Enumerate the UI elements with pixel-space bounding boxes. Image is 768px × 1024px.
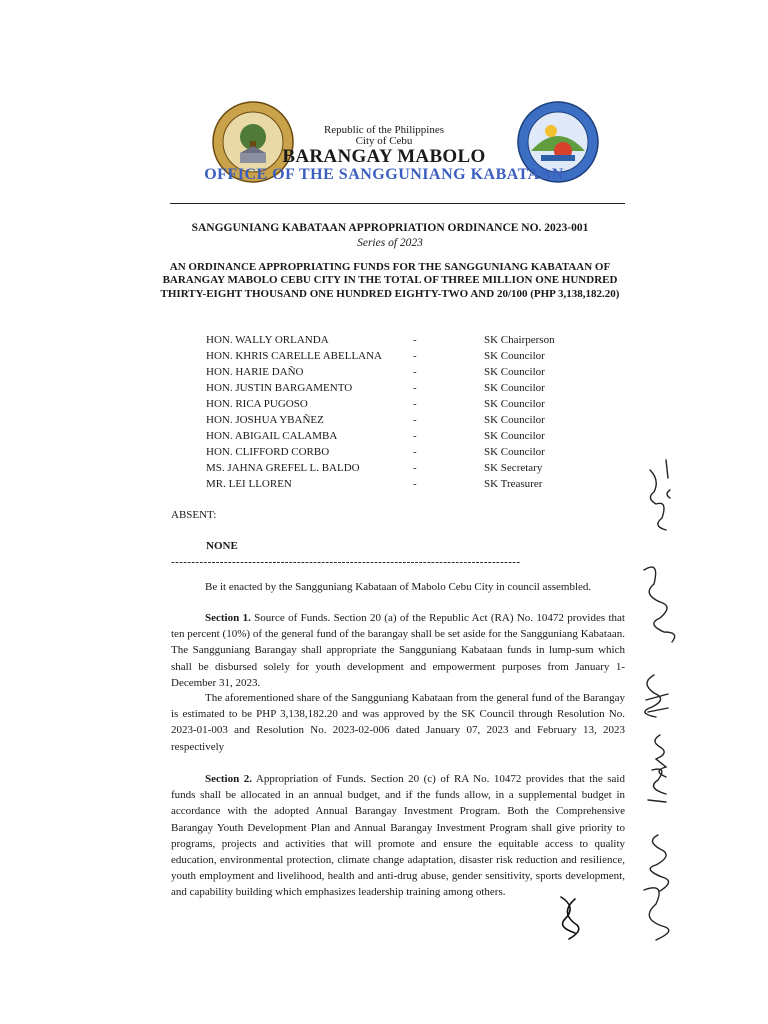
member-position: SK Chairperson	[484, 334, 555, 346]
member-dash: -	[413, 334, 417, 346]
member-position: SK Councilor	[484, 414, 545, 426]
member-dash: -	[413, 478, 417, 490]
member-row	[0, 412, 768, 428]
member-name: HON. JOSHUA YBAÑEZ	[206, 414, 324, 426]
dashed-divider: --------------------------------------------------------------------------------------	[171, 556, 521, 568]
member-dash: -	[413, 414, 417, 426]
section-2-text: Appropriation of Funds. Section 20 (c) of RA No. 10472 provides that the said funds shall be allocated in an annual budget, and if the funds allow, in a supplemental budget in accordance with the adopted Annual Barangay Investment Program. Both the Comprehensive Barangay Youth Development Plan and Annual Barangay Investment Program shall give priority to programs, projects and activities that will promote and ensure the equitable access to quality education, environmental protection, climate change adaptation, disaster risk reduction and resilience, youth employment and livelihood, health and anti-drug abuse, gender sensitivity, sports development, and capability building which emphasizes leadership training among others.	[171, 773, 625, 899]
section-2-heading: Section 2.	[205, 773, 252, 785]
member-row	[0, 428, 768, 444]
section-1-heading: Section 1.	[205, 612, 251, 624]
member-dash: -	[413, 350, 417, 362]
member-row	[0, 380, 768, 396]
member-row	[0, 348, 768, 364]
member-name: HON. RICA PUGOSO	[206, 398, 308, 410]
member-position: SK Councilor	[484, 430, 545, 442]
member-name: HON. KHRIS CARELLE ABELLANA	[206, 350, 382, 362]
member-dash: -	[413, 462, 417, 474]
member-position: SK Treasurer	[484, 478, 543, 490]
section-1-paragraph	[171, 610, 625, 691]
section-1-paragraph-2: The aforementioned share of the Sangguniang Kabataan from the general fund of the Barangay is estimated to be PHP 3,138,182.20 and was approved by the SK Council through Resolution No. 2023-01-003 and Resolution No. 2023-02-006 dated January 07, 2023 and February 13, 2023 respectively	[171, 692, 625, 753]
absent-label: ABSENT:	[171, 509, 217, 521]
ordinance-long-title: AN ORDINANCE APPROPRIATING FUNDS FOR THE SANGGUNIANG KABATAAN OF BARANGAY MABOLO CEBU CITY IN THE TOTAL OF THREE MILLION ONE HUNDRED THIRTY-EIGHT THOUSAND ONE HUNDRED EIGHTY-TWO AND 20/100 (PHP 3,138,182.20)	[160, 261, 620, 300]
member-name: HON. WALLY ORLANDA	[206, 334, 329, 346]
member-name: MR. LEI LLOREN	[206, 478, 292, 490]
header-divider	[170, 203, 625, 204]
section-1-text: Source of Funds. Section 20 (a) of the Republic Act (RA) No. 10472 provides that ten percent (10%) of the general fund of the barangay shall be set aside for the Sangguniang Kabataan. The Sangguniang Barangay shall appropriate the Sangguniang Kabataan funds in lump-sum which shall be disbursed solely for youth development and empowerment purposes from January 1- December 31, 2023.	[171, 612, 625, 689]
member-position: SK Councilor	[484, 446, 545, 458]
member-name: MS. JAHNA GREFEL L. BALDO	[206, 462, 360, 474]
enacting-clause: Be it enacted by the Sangguniang Kabataan of Mabolo Cebu City in council assembled.	[205, 581, 592, 593]
ordinance-series: Series of 2023	[357, 237, 423, 249]
member-name: HON. CLIFFORD CORBO	[206, 446, 330, 458]
absent-value: NONE	[206, 540, 238, 552]
bottom-signature-icon	[555, 893, 583, 943]
member-position: SK Secretary	[484, 462, 543, 474]
city-label: City of Cebu	[355, 135, 413, 147]
member-name: HON. JUSTIN BARGAMENTO	[206, 382, 353, 394]
member-dash: -	[413, 366, 417, 378]
member-position: SK Councilor	[484, 382, 545, 394]
member-row	[0, 332, 768, 348]
member-position: SK Councilor	[484, 366, 545, 378]
barangay-name: BARANGAY MABOLO	[282, 146, 486, 167]
office-name: OFFICE OF THE SANGGUNIANG KABATAAN	[204, 166, 564, 183]
ordinance-title: SANGGUNIANG KABATAAN APPROPRIATION ORDINANCE NO. 2023-001	[191, 222, 589, 234]
section-2-paragraph	[171, 771, 625, 901]
member-row	[0, 364, 768, 380]
member-dash: -	[413, 430, 417, 442]
member-name: HON. HARIE DAÑO	[206, 366, 304, 378]
member-name: HON. ABIGAIL CALAMBA	[206, 430, 338, 442]
member-dash: -	[413, 398, 417, 410]
member-position: SK Councilor	[484, 350, 545, 362]
republic-label: Republic of the Philippines	[323, 124, 445, 136]
member-dash: -	[413, 382, 417, 394]
member-position: SK Councilor	[484, 398, 545, 410]
margin-signatures-icon	[630, 450, 686, 950]
member-row	[0, 396, 768, 412]
member-dash: -	[413, 446, 417, 458]
